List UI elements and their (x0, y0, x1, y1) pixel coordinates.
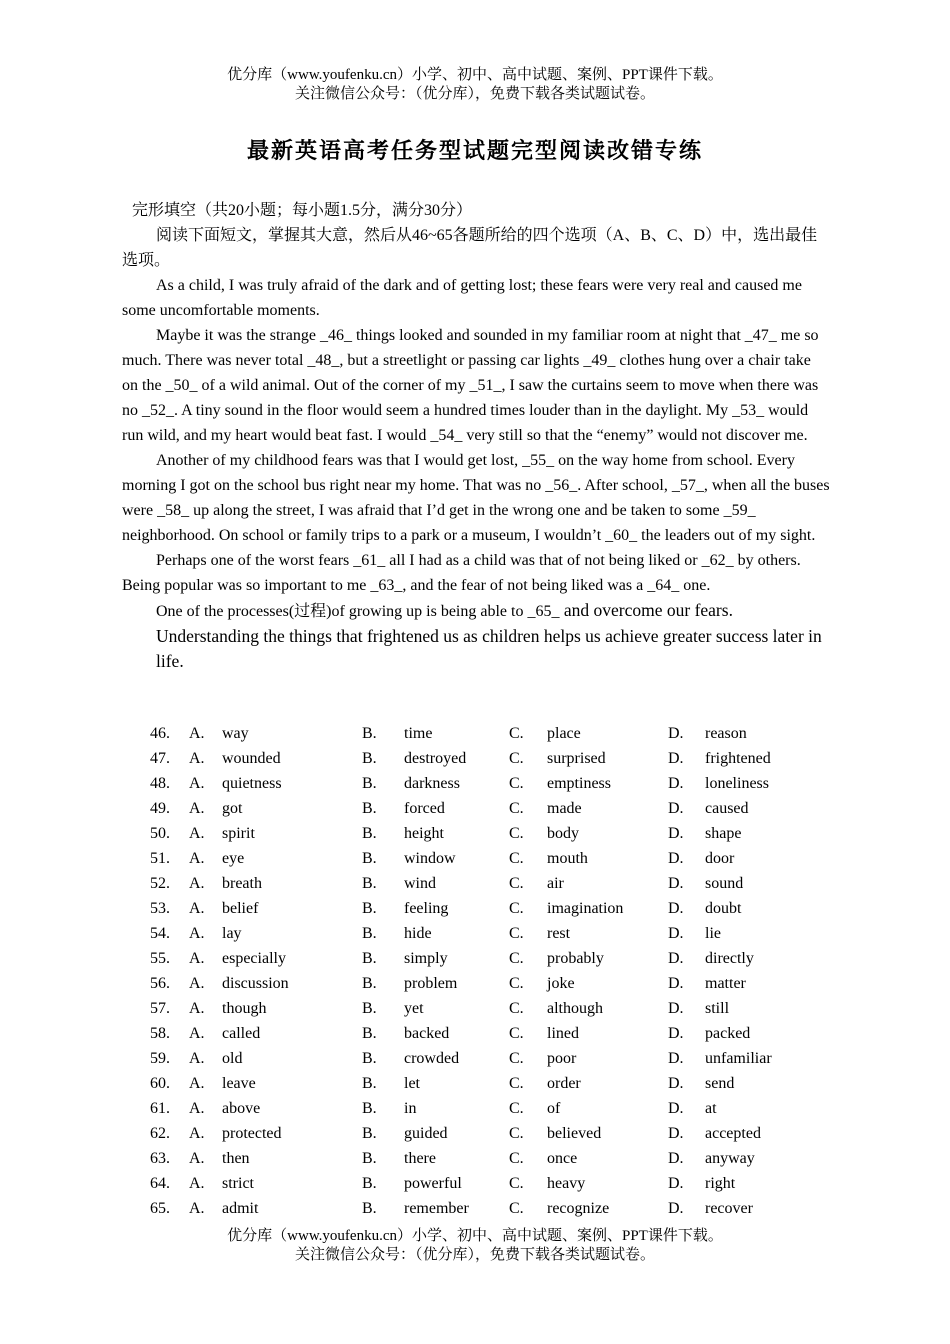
question-row (122, 871, 842, 896)
option-letter-c: C. (509, 1000, 524, 1017)
option-letter-a: A. (189, 875, 205, 892)
option-d: unfamiliar (705, 1050, 772, 1067)
option-letter-d: D. (668, 1000, 684, 1017)
question-row (122, 746, 842, 771)
option-c: imagination (547, 900, 624, 917)
option-letter-c: C. (509, 1075, 524, 1092)
question-number: 58. (150, 1025, 170, 1042)
passage-paragraph-5-start: One of the processes(过程)of growing up is being able to _65_ (156, 603, 560, 620)
question-row (122, 1146, 842, 1171)
option-c: joke (547, 975, 575, 992)
option-letter-b: B. (362, 1100, 377, 1117)
option-letter-c: C. (509, 1200, 524, 1217)
option-a: eye (222, 850, 245, 867)
question-number: 57. (150, 1000, 170, 1017)
option-c: order (547, 1075, 581, 1092)
question-number: 65. (150, 1200, 170, 1217)
passage-paragraph-1: As a child, I was truly afraid of the dark and of getting lost; these fears were very real and caused me some uncomfortable moments. (122, 277, 802, 319)
option-b: height (404, 825, 444, 842)
option-letter-d: D. (668, 825, 684, 842)
option-b: crowded (404, 1050, 460, 1067)
option-c: believed (547, 1125, 602, 1142)
question-row (122, 821, 842, 846)
option-letter-a: A. (189, 1000, 205, 1017)
option-c: surprised (547, 750, 606, 767)
option-letter-d: D. (668, 775, 684, 792)
question-row (122, 1071, 842, 1096)
option-letter-a: A. (189, 1075, 205, 1092)
option-letter-b: B. (362, 1075, 377, 1092)
option-a: old (222, 1050, 243, 1067)
option-a: breath (222, 875, 262, 892)
option-letter-b: B. (362, 1025, 377, 1042)
passage-paragraph-3: Another of my childhood fears was that I would get lost, _55_ on the way home from school. Every morning I got on the school bus right near my home. That was no _56_. After school, _57_, when all the buses were _58_ up along the street, I was afraid that I’d get in the wrong one and be taken to some _59_ neighborhood. On school or family trips to a park or a museum, I wouldn’t _60_ the leaders out of my sight. (122, 452, 830, 544)
instruction-paragraph: 阅读下面短文，掌握其大意，然后从46~65各题所给的四个选项（A、B、C、D）中，选出最佳选项。 (122, 227, 818, 269)
question-row (122, 846, 842, 871)
question-row (122, 1121, 842, 1146)
question-row (122, 996, 842, 1021)
option-c: although (547, 1000, 603, 1017)
option-letter-a: A. (189, 1025, 205, 1042)
option-letter-d: D. (668, 925, 684, 942)
question-row (122, 796, 842, 821)
question-row (122, 971, 842, 996)
option-letter-c: C. (509, 925, 524, 942)
option-letter-b: B. (362, 725, 377, 742)
question-number: 46. (150, 725, 170, 742)
option-b: guided (404, 1125, 448, 1142)
option-a: though (222, 1000, 267, 1017)
option-letter-a: A. (189, 1150, 205, 1167)
option-letter-a: A. (189, 1200, 205, 1217)
option-c: body (547, 825, 579, 842)
option-letter-b: B. (362, 950, 377, 967)
option-letter-b: B. (362, 800, 377, 817)
option-c: probably (547, 950, 604, 967)
option-b: backed (404, 1025, 450, 1042)
option-letter-a: A. (189, 1175, 205, 1192)
question-number: 52. (150, 875, 170, 892)
option-letter-a: A. (189, 925, 205, 942)
passage-paragraph-5 (122, 598, 830, 674)
answer-options-list (122, 721, 842, 1221)
option-a: leave (222, 1075, 256, 1092)
option-letter-b: B. (362, 900, 377, 917)
option-d: frightened (705, 750, 771, 767)
option-d: anyway (705, 1150, 755, 1167)
option-b: remember (404, 1200, 469, 1217)
option-letter-c: C. (509, 900, 524, 917)
option-letter-c: C. (509, 1025, 524, 1042)
question-number: 63. (150, 1150, 170, 1167)
option-letter-c: C. (509, 875, 524, 892)
option-letter-a: A. (189, 1125, 205, 1142)
option-letter-d: D. (668, 850, 684, 867)
question-row (122, 1171, 842, 1196)
option-b: forced (404, 800, 445, 817)
option-c: emptiness (547, 775, 611, 792)
option-letter-d: D. (668, 1025, 684, 1042)
option-letter-c: C. (509, 800, 524, 817)
option-c: heavy (547, 1175, 586, 1192)
question-row (122, 771, 842, 796)
option-a: strict (222, 1175, 254, 1192)
option-letter-a: A. (189, 800, 205, 817)
option-d: still (705, 1000, 730, 1017)
option-d: loneliness (705, 775, 769, 792)
option-c: rest (547, 925, 571, 942)
option-d: accepted (705, 1125, 761, 1142)
option-letter-c: C. (509, 850, 524, 867)
option-c: mouth (547, 850, 588, 867)
option-d: sound (705, 875, 744, 892)
question-row (122, 721, 842, 746)
question-number: 64. (150, 1175, 170, 1192)
option-a: belief (222, 900, 259, 917)
option-letter-b: B. (362, 1175, 377, 1192)
option-b: time (404, 725, 433, 742)
question-row (122, 1021, 842, 1046)
option-b: powerful (404, 1175, 462, 1192)
option-letter-c: C. (509, 950, 524, 967)
question-row (122, 896, 842, 921)
option-b: window (404, 850, 456, 867)
option-letter-c: C. (509, 1175, 524, 1192)
option-letter-d: D. (668, 1125, 684, 1142)
option-d: matter (705, 975, 746, 992)
passage-paragraph-2: Maybe it was the strange _46_ things looked and sounded in my familiar room at night that _47_ me so much. There was never total _48_, but a streetlight or passing car lights _49_ clothes hung over a chair take on the _50_ of a wild animal. Out of the corner of my _51_, I saw the curtains seem to move when there was no _52_. A tiny sound in the floor would seem a hundred times louder than in the daylight. My _53_ would run wild, and my heart would beat fast. I would _54_ very still so that the “enemy” would not discover me. (122, 327, 819, 444)
option-letter-d: D. (668, 975, 684, 992)
option-b: there (404, 1150, 436, 1167)
option-d: caused (705, 800, 749, 817)
option-d: shape (705, 825, 742, 842)
option-a: got (222, 800, 243, 817)
option-letter-a: A. (189, 900, 205, 917)
question-row (122, 921, 842, 946)
option-letter-b: B. (362, 850, 377, 867)
option-letter-a: A. (189, 975, 205, 992)
option-c: once (547, 1150, 578, 1167)
option-d: right (705, 1175, 736, 1192)
question-number: 53. (150, 900, 170, 917)
footer-line-1: 优分库（www.youfenku.cn）小学、初中、高中试题、案例、PPT课件下载。 (227, 1228, 723, 1244)
option-d: door (705, 850, 735, 867)
option-letter-a: A. (189, 825, 205, 842)
option-b: in (404, 1100, 417, 1117)
question-number: 59. (150, 1050, 170, 1067)
question-number: 62. (150, 1125, 170, 1142)
option-a: above (222, 1100, 261, 1117)
option-letter-c: C. (509, 775, 524, 792)
option-letter-a: A. (189, 775, 205, 792)
option-a: discussion (222, 975, 289, 992)
option-letter-c: C. (509, 975, 524, 992)
passage-paragraph-5-rest: and overcome our fears. Understanding the things that frightened us as children helps us achieve greater success later in life. (156, 600, 822, 671)
option-a: then (222, 1150, 250, 1167)
option-c: recognize (547, 1200, 610, 1217)
option-c: poor (547, 1050, 577, 1067)
question-number: 48. (150, 775, 170, 792)
option-letter-d: D. (668, 1175, 684, 1192)
option-letter-a: A. (189, 850, 205, 867)
option-b: let (404, 1075, 420, 1092)
option-a: wounded (222, 750, 281, 767)
question-number: 47. (150, 750, 170, 767)
option-letter-b: B. (362, 1200, 377, 1217)
option-letter-d: D. (668, 800, 684, 817)
option-letter-d: D. (668, 1200, 684, 1217)
question-number: 55. (150, 950, 170, 967)
option-b: darkness (404, 775, 460, 792)
header-line-2: 关注微信公众号：（优分库），免费下载各类试题试卷。 (294, 86, 655, 102)
question-number: 61. (150, 1100, 170, 1117)
option-b: yet (404, 1000, 424, 1017)
option-letter-c: C. (509, 750, 524, 767)
option-a: lay (222, 925, 242, 942)
option-a: way (222, 725, 249, 742)
option-letter-b: B. (362, 1125, 377, 1142)
footer-line-2: 关注微信公众号：（优分库），免费下载各类试题试卷。 (294, 1247, 655, 1263)
option-b: wind (404, 875, 436, 892)
question-row (122, 1046, 842, 1071)
option-d: packed (705, 1025, 751, 1042)
passage-paragraph-4: Perhaps one of the worst fears _61_ all I had as a child was that of not being liked or _62_ by others. Being popular was so important to me _63_, and the fear of not being liked was a _64_ one. (122, 552, 801, 594)
question-row (122, 1196, 842, 1221)
option-letter-b: B. (362, 1050, 377, 1067)
option-d: recover (705, 1200, 753, 1217)
option-letter-b: B. (362, 925, 377, 942)
option-b: problem (404, 975, 458, 992)
option-a: quietness (222, 775, 282, 792)
question-row (122, 1096, 842, 1121)
option-letter-b: B. (362, 1150, 377, 1167)
option-letter-a: A. (189, 1050, 205, 1067)
option-letter-b: B. (362, 875, 377, 892)
option-a: especially (222, 950, 286, 967)
option-c: lined (547, 1025, 579, 1042)
section-label: 完形填空（共20小题；每小题1.5分，满分30分） (132, 202, 473, 219)
option-c: air (547, 875, 564, 892)
question-number: 51. (150, 850, 170, 867)
option-letter-d: D. (668, 750, 684, 767)
option-letter-d: D. (668, 900, 684, 917)
option-c: of (547, 1100, 561, 1117)
option-letter-c: C. (509, 1150, 524, 1167)
option-a: admit (222, 1200, 259, 1217)
option-letter-d: D. (668, 1050, 684, 1067)
option-letter-b: B. (362, 1000, 377, 1017)
option-letter-c: C. (509, 825, 524, 842)
document-title: 最新英语高考任务型试题完型阅读改错专练 (246, 138, 703, 164)
option-d: doubt (705, 900, 742, 917)
option-letter-a: A. (189, 725, 205, 742)
option-letter-d: D. (668, 1100, 684, 1117)
option-d: reason (705, 725, 747, 742)
option-letter-c: C. (509, 1125, 524, 1142)
option-letter-c: C. (509, 725, 524, 742)
question-number: 56. (150, 975, 170, 992)
option-c: made (547, 800, 582, 817)
option-d: at (705, 1100, 717, 1117)
option-letter-c: C. (509, 1100, 524, 1117)
option-letter-a: A. (189, 950, 205, 967)
question-number: 50. (150, 825, 170, 842)
option-a: called (222, 1025, 261, 1042)
option-letter-b: B. (362, 975, 377, 992)
option-b: feeling (404, 900, 449, 917)
option-letter-c: C. (509, 1050, 524, 1067)
option-letter-b: B. (362, 775, 377, 792)
option-d: directly (705, 950, 754, 967)
question-number: 54. (150, 925, 170, 942)
option-b: simply (404, 950, 448, 967)
option-letter-d: D. (668, 875, 684, 892)
option-letter-d: D. (668, 1075, 684, 1092)
option-b: hide (404, 925, 432, 942)
option-letter-a: A. (189, 750, 205, 767)
option-letter-d: D. (668, 725, 684, 742)
page-footer (0, 1227, 950, 1265)
page-header (0, 66, 950, 104)
option-d: send (705, 1075, 735, 1092)
header-line-1: 优分库（www.youfenku.cn）小学、初中、高中试题、案例、PPT课件下载。 (227, 67, 723, 83)
question-number: 60. (150, 1075, 170, 1092)
option-letter-a: A. (189, 1100, 205, 1117)
passage-body (122, 198, 830, 674)
option-c: place (547, 725, 581, 742)
question-row (122, 946, 842, 971)
option-letter-d: D. (668, 1150, 684, 1167)
question-number: 49. (150, 800, 170, 817)
option-letter-d: D. (668, 950, 684, 967)
option-b: destroyed (404, 750, 467, 767)
option-letter-b: B. (362, 825, 377, 842)
option-d: lie (705, 925, 721, 942)
option-letter-b: B. (362, 750, 377, 767)
option-a: protected (222, 1125, 282, 1142)
option-a: spirit (222, 825, 255, 842)
